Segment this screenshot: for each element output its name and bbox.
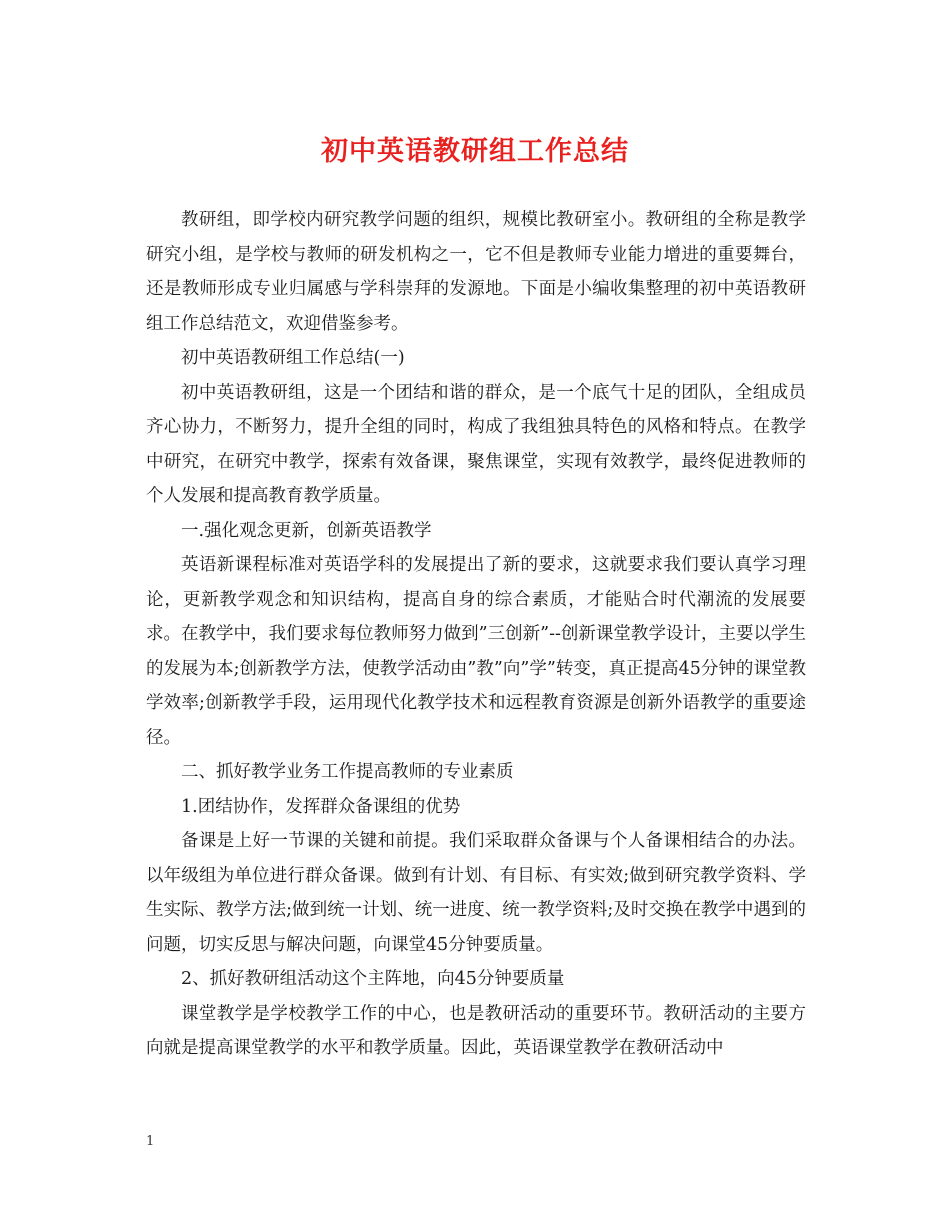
document-title: 初中英语教研组工作总结: [321, 136, 629, 167]
paragraph-team-description: 初中英语教研组，这是一个团结和谐的群众，是一个底气十足的团队，全组成员齐心协力，不断努力，提升全组的同时，构成了我组独具特色的风格和特点。在教学中研究，在研究中教学，探索有效备课，聚焦课堂，实现有效教学，最终促进教师的个人发展和提高教育教学质量。: [146, 382, 806, 506]
document-body: [146, 203, 806, 1066]
paragraph-classroom-teaching: 课堂教学是学校教学工作的中心，也是教研活动的重要环节。教研活动的主要方向就是提高课堂教学的水平和教学质量。因此，英语课堂教学在教研活动中: [146, 1003, 806, 1058]
paragraph-subheading-2: 2、抓好教研组活动这个主阵地，向45分钟要质量: [181, 969, 565, 989]
paragraph-curriculum: 英语新课程标准对英语学科的发展提出了新的要求，这就要求我们要认真学习理论，更新教学观念和知识结构，提高自身的综合素质，才能贴合时代潮流的发展要求。在教学中，我们要求每位教师努力做到”三创新”--创新课堂教学设计，主要以学生的发展为本;创新教学方法，使教学活动由”教”向”学”转变，真正提高45分钟的课堂教学效率;创新教学手段，运用现代化教学技术和远程教育资源是创新外语教学的重要途径。: [146, 555, 806, 748]
paragraph-lesson-prep: 备课是上好一节课的关键和前提。我们采取群众备课与个人备课相结合的办法。以年级组为单位进行群众备课。做到有计划、有目标、有实效;做到研究教学资料、学生实际、教学方法;做到统一计划、统一进度、统一教学资料;及时交换在教学中遇到的问题，切实反思与解决问题，向课堂45分钟要质量。: [146, 831, 806, 955]
paragraph-section-heading-1: 初中英语教研组工作总结(一): [181, 348, 405, 368]
page-number: 1: [146, 1134, 155, 1149]
paragraph-heading-part-2: 二、抓好教学业务工作提高教师的专业素质: [181, 762, 514, 782]
paragraph-subheading-1: 1.团结协作，发挥群众备课组的优势: [181, 796, 461, 817]
paragraph-intro: 教研组，即学校内研究教学问题的组织，规模比教研室小。教研组的全称是教学研究小组，是学校与教师的研发机构之一，它不但是教师专业能力增进的重要舞台，还是教师形成专业归属感与学科崇拜的发源地。下面是小编收集整理的初中英语教研组工作总结范文，欢迎借鉴参考。: [146, 210, 806, 334]
paragraph-heading-part-1: 一.强化观念更新，创新英语教学: [181, 520, 432, 541]
